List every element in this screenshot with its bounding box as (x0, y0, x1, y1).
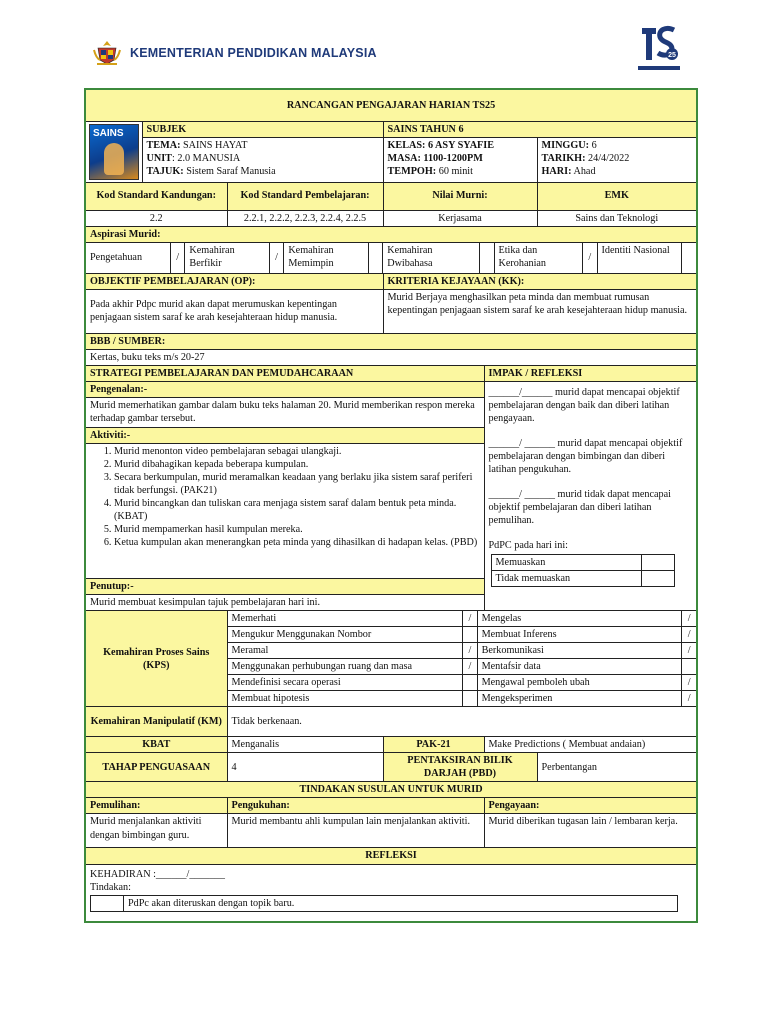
bbm-text: Kertas, buku teks m/s 20-27 (85, 349, 697, 365)
kps-checkbox[interactable]: / (463, 659, 477, 675)
kps-item-label: Mengawal pemboleh ubah (477, 675, 682, 691)
pbd-label: PENTAKSIRAN BILIK DARJAH (PBD) (383, 753, 537, 782)
kriteria-label: KRITERIA KEJAYAAN (KK): (383, 273, 697, 289)
penutup-label: Penutup:- (86, 578, 484, 594)
ministry-name: KEMENTERIAN PENDIDIKAN MALAYSIA (130, 46, 377, 60)
aktiviti-list (90, 445, 480, 549)
minggu-label: MINGGU: (541, 139, 590, 151)
kps-item-label: Membuat Inferens (477, 627, 682, 643)
unit-label: UNIT (146, 152, 172, 164)
masa-value: MASA: 1100-1200PM (387, 152, 483, 164)
kps-checkbox[interactable]: / (463, 643, 477, 659)
aspirasi-checkbox[interactable]: / (269, 243, 283, 273)
kps-checkbox[interactable]: / (682, 611, 696, 627)
kod-standard-kandungan-label: Kod Standard Kandungan: (85, 182, 227, 210)
tema-label: TEMA: (146, 139, 181, 151)
tajuk-label: TAJUK: (146, 165, 184, 177)
bbm-label: BBB / SUMBER: (85, 333, 697, 349)
pdpc-checkbox[interactable] (641, 571, 674, 587)
kps-item-label: Meramal (228, 643, 463, 659)
kps-checkbox[interactable] (463, 627, 477, 643)
kps-item-label: Memerhati (228, 611, 463, 627)
pak21-value: Make Predictions ( Membuat andaian) (484, 737, 697, 753)
hari-value: Ahad (573, 165, 596, 177)
book-cover-title: SAINS (93, 127, 124, 139)
aspirasi-item-label: Kemahiran Memimpin (284, 243, 368, 273)
aktiviti-item: 4. Murid bincangkan dan tuliskan cara menjaga sistem saraf dalam bentuk peta minda. (KBAT) (114, 497, 480, 523)
km-text: Tidak berkenaan. (227, 707, 697, 737)
pengukuhan-label: Pengukuhan: (227, 798, 484, 814)
tindakan-checkbox[interactable] (91, 895, 124, 911)
pengenalan-label: Pengenalan:- (86, 382, 484, 398)
tahap-penguasaan-value: 4 (227, 753, 383, 782)
kehadiran-field[interactable]: KEHADIRAN :______/_______ (90, 868, 225, 880)
pdpc-checkbox[interactable] (641, 555, 674, 571)
malaysia-crest-icon (92, 40, 122, 66)
kps-checkbox[interactable]: / (682, 643, 696, 659)
penutup-text: Murid membuat kesimpulan tajuk pembelajaran hari ini. (86, 594, 484, 610)
aspirasi-checkbox[interactable] (682, 243, 697, 273)
aktiviti-item: 6. Ketua kumpulan akan menerangkan peta minda yang dihasilkan di hadapan kelas. (PBD) (114, 536, 480, 549)
kod-standard-pembelajaran-value: 2.2.1, 2.2.2, 2.2.3, 2.2.4, 2.2.5 (227, 210, 383, 226)
kps-item-label: Mendefinisi secara operasi (228, 675, 463, 691)
ts25-logo-icon (634, 22, 684, 74)
pbd-value: Perbentangan (537, 753, 697, 782)
pdpc-options (491, 554, 675, 587)
km-label: Kemahiran Manipulatif (KM) (85, 707, 227, 737)
tindakan-label: Tindakan: (90, 881, 131, 893)
minggu-value: 6 (591, 139, 597, 151)
aspirasi-checkbox[interactable] (368, 243, 382, 273)
tindakan-box (90, 895, 678, 912)
aspirasi-item-label: Etika dan Kerohanian (494, 243, 583, 273)
kps-item-label: Mentafsir data (477, 659, 682, 675)
kod-standard-pembelajaran-label: Kod Standard Pembelajaran: (227, 182, 383, 210)
ts25-logo-number: 25 (668, 52, 676, 59)
kps-checkbox[interactable] (463, 691, 477, 707)
aktiviti-item: 3. Secara berkumpulan, murid meramalkan keadaan yang berlaku jika sistem saraf periferi tidak berfungsi. (PAK21) (114, 471, 480, 497)
kbat-label: KBAT (85, 737, 227, 753)
aspirasi-item-label: Kemahiran Dwibahasa (383, 243, 480, 273)
strategi-content (85, 381, 484, 610)
kps-item-label: Mengukur Menggunakan Nombor (228, 627, 463, 643)
nilai-murni-label: Nilai Murni: (383, 182, 537, 210)
kps-item-label: Mengeksperimen (477, 691, 682, 707)
tindakan-susulan-label: TINDAKAN SUSULAN UNTUK MURID (85, 782, 697, 798)
kps-checkbox[interactable]: / (682, 627, 696, 643)
kps-item-label: Berkomunikasi (477, 643, 682, 659)
kps-item-label: Menggunakan perhubungan ruang dan masa (228, 659, 463, 675)
subjek-label: SUBJEK (142, 121, 383, 137)
emk-label: EMK (537, 182, 697, 210)
pdpc-option-label: Memuaskan (491, 555, 641, 571)
aktiviti-item: 1. Murid menonton video pembelajaran sebagai ulangkaji. (114, 445, 480, 458)
aktiviti-item: 2. Murid dibahagikan kepada beberapa kumpulan. (114, 458, 480, 471)
pdpc-label: PdPC pada hari ini: (488, 540, 569, 552)
kod-standard-kandungan-value: 2.2 (85, 210, 227, 226)
pengukuhan-text: Murid membantu ahli kumpulan lain menjalankan aktiviti. (227, 814, 484, 848)
pemulihan-label: Pemulihan: (85, 798, 227, 814)
aktiviti-item: 5. Murid mempamerkan hasil kumpulan mereka. (114, 523, 480, 536)
kps-item-label: Membuat hipotesis (228, 691, 463, 707)
emk-value: Sains dan Teknologi (537, 210, 697, 226)
pak21-label: PAK-21 (383, 737, 484, 753)
strategi-label: STRATEGI PEMBELAJARAN DAN PEMUDAHCARAAN (85, 365, 484, 381)
objektif-text: Pada akhir Pdpc murid akan dapat merumuskan kepentingan penjagaan sistem saraf ke arah kesejahteraan hidup manusia. (85, 289, 383, 333)
aspirasi-murid-label: Aspirasi Murid: (85, 226, 697, 242)
kps-checkbox[interactable]: / (682, 675, 696, 691)
hari-label: HARI: (541, 165, 572, 177)
impak-content (484, 381, 697, 610)
kps-checkbox[interactable]: / (463, 611, 477, 627)
pemulihan-text: Murid menjalankan aktiviti dengan bimbingan guru. (85, 814, 227, 848)
aktiviti-label: Aktiviti:- (86, 427, 484, 443)
impak-pengayaan: ______/______ murid dapat mencapai objektif pembelajaran dengan baik dan diberi latihan pengayaan. (488, 386, 680, 424)
tindakan-note: PdPc akan diteruskan dengan topik baru. (124, 895, 678, 911)
aspirasi-checkbox[interactable]: / (170, 243, 184, 273)
pdpc-option-label: Tidak memuaskan (491, 571, 641, 587)
aspirasi-checkbox[interactable]: / (583, 243, 597, 273)
aspirasi-item-label: Pengetahuan (86, 243, 170, 273)
kelas-masa-cell (383, 137, 537, 182)
tempoh-value: 60 minit (438, 165, 473, 177)
impak-label: IMPAK / REFLEKSI (484, 365, 697, 381)
kps-checkbox[interactable] (463, 675, 477, 691)
tema-value: SAINS HAYAT (183, 139, 248, 151)
sains-book-cover-image (89, 124, 139, 180)
rph-form (84, 88, 698, 923)
book-cover-cell (85, 121, 142, 182)
refleksi-label: REFLEKSI (85, 848, 697, 864)
impak-pemulihan: ______/ ______ murid tidak dapat mencapai objektif pembelajaran dan diberi latihan pemulihan. (488, 489, 671, 527)
kps-checkbox[interactable]: / (682, 691, 696, 707)
objektif-label: OBJEKTIF PEMBELAJARAN (OP): (85, 273, 383, 289)
minggu-tarikh-cell (537, 137, 697, 182)
form-title: RANCANGAN PENGAJARAN HARIAN TS25 (85, 89, 697, 121)
subjek-value: SAINS TAHUN 6 (383, 121, 697, 137)
nilai-murni-value: Kerjasama (383, 210, 537, 226)
tema-unit-tajuk-cell (142, 137, 383, 182)
pengayaan-label: Pengayaan: (484, 798, 697, 814)
kps-label: Kemahiran Proses Sains (KPS) (85, 610, 227, 706)
kps-checkbox[interactable] (682, 659, 696, 675)
tempoh-label: TEMPOH: (387, 165, 437, 177)
aspirasi-checkbox[interactable] (480, 243, 494, 273)
kps-grid (227, 610, 697, 706)
aspirasi-murid-row (85, 242, 697, 273)
aspirasi-item-label: Kemahiran Berfikir (185, 243, 269, 273)
tarikh-value: 24/4/2022 (588, 152, 630, 164)
unit-value: : 2.0 MANUSIA (171, 152, 241, 164)
refleksi-content (85, 864, 697, 922)
tahap-penguasaan-label: TAHAP PENGUASAAN (85, 753, 227, 782)
tarikh-label: TARIKH: (541, 152, 586, 164)
pengenalan-text: Murid memerhatikan gambar dalam buku teks halaman 20. Murid memberikan respon mereka terhadap gambar tersebut. (86, 397, 484, 427)
tajuk-value: Sistem Saraf Manusia (186, 165, 276, 177)
pengayaan-text: Murid diberikan tugasan lain / lembaran kerja. (484, 814, 697, 848)
impak-pengukuhan: ______/ ______ murid dapat mencapai objektif pembelajaran dengan bimbingan dan diberi latihan pengukuhan. (488, 437, 683, 476)
kelas-value: KELAS: 6 ASY SYAFIE (387, 139, 495, 151)
aspirasi-item-label: Identiti Nasional (597, 243, 681, 273)
aktiviti-list-cell (86, 443, 484, 578)
kbat-value: Menganalis (227, 737, 383, 753)
kriteria-text: Murid Berjaya menghasilkan peta minda dan membuat rumusan kepentingan penjagaan sistem saraf ke arah kesejahteraan hidup manusia. (383, 289, 697, 333)
kps-item-label: Mengelas (477, 611, 682, 627)
